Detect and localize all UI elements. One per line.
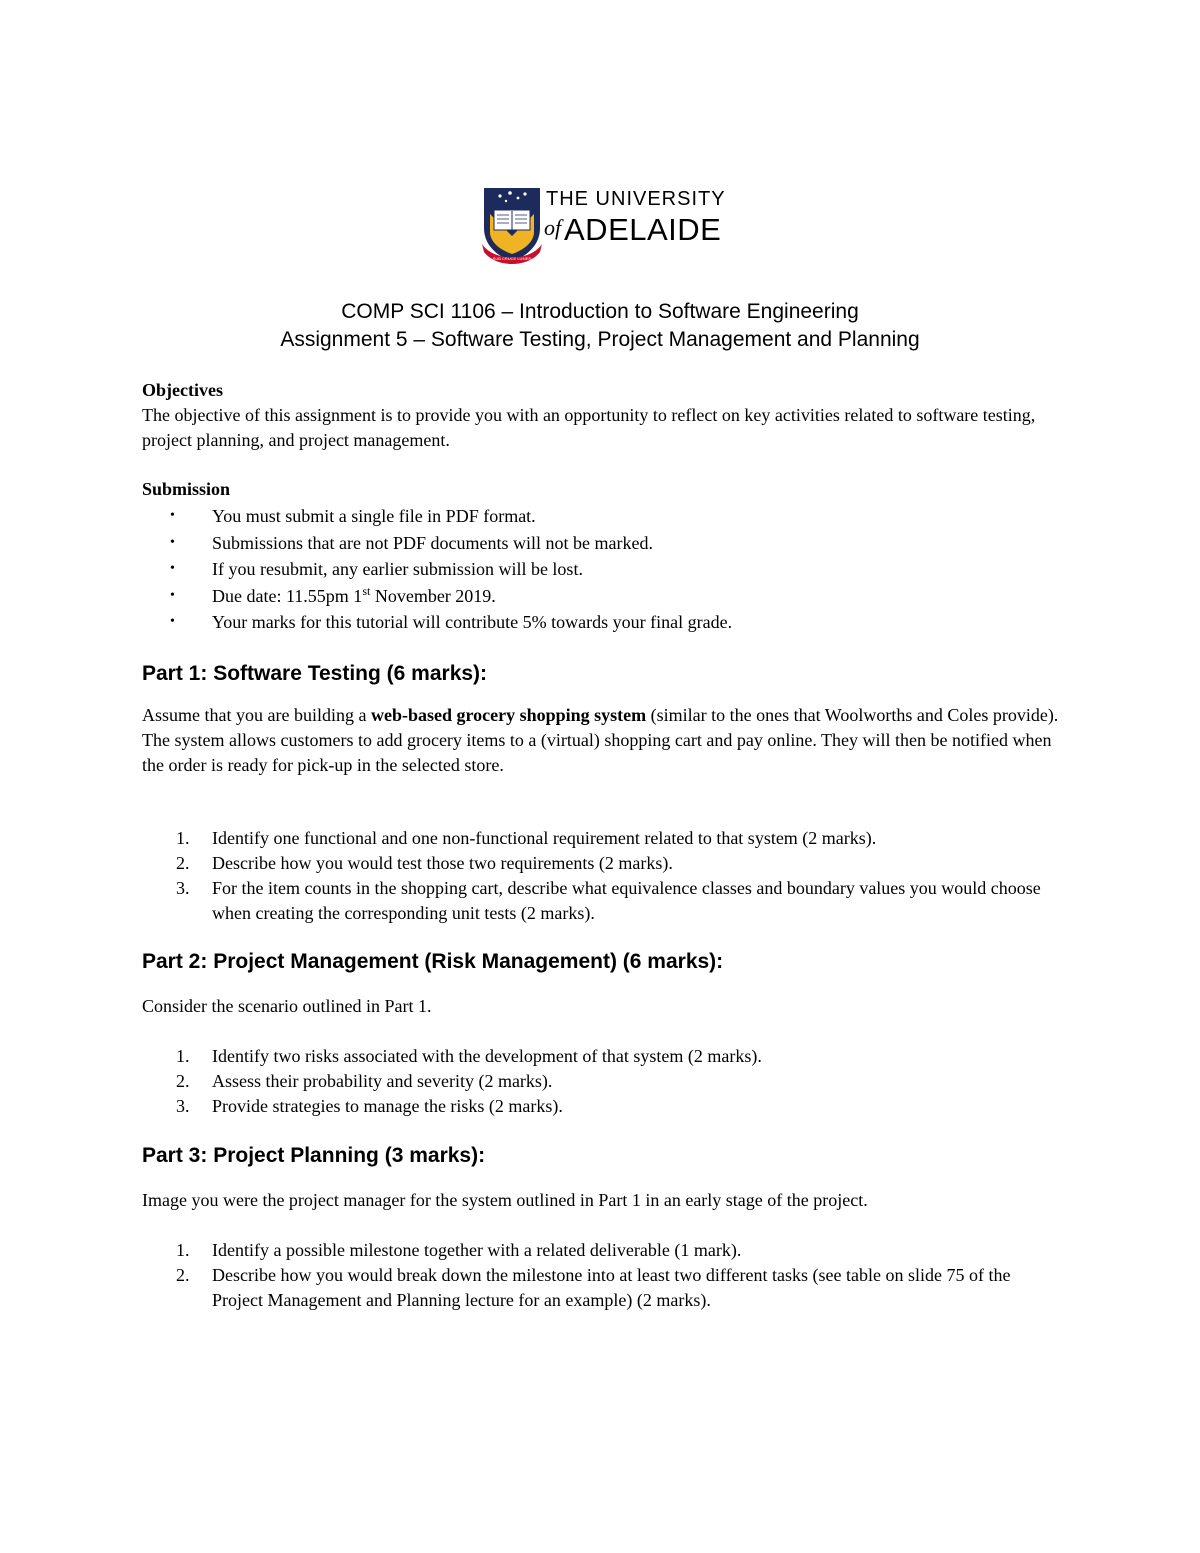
part1-list [142,826,1062,926]
part2-list [142,1044,1062,1119]
objectives-text: The objective of this assignment is to provide you with an opportunity to reflect on key activities related to software testing, project planning, and project management. [142,405,1036,450]
logo-motto: SUB CRUCE LUMEN [492,256,532,261]
submission-list [142,503,1062,636]
logo-of: of [544,215,562,240]
list-number: 2. [176,853,190,873]
part1-intro-pre: Assume that you are building a [142,705,371,725]
list-number: 1. [176,1046,190,1066]
due-date-text: Due date: 11.55pm 1 [212,585,363,606]
list-item [142,826,1062,851]
list-item-text: Provide strategies to manage the risks (2 marks). [212,1096,563,1116]
list-item-text: Identify one functional and one non-functional requirement related to that system (2 marks). [212,828,877,848]
list-item [142,876,1062,926]
part1-intro-post: (similar to the ones that Woolworths and Coles provide). The system allows customers to add grocery items to a (virtual) shopping cart and pay online. They will then be notified when the order is ready for pick-up in the selected store. [142,705,1059,775]
list-item [142,1094,1062,1119]
logo-wordmark [542,186,724,248]
part3-heading: Part 3: Project Planning (3 marks): [142,1144,486,1167]
list-item-text: Your marks for this tutorial will contribute 5% towards your final grade. [212,612,733,632]
list-number: 2. [176,1265,190,1285]
list-item [142,1069,1062,1094]
list-item [142,503,1062,530]
submission-label: Submission [142,479,231,499]
list-item [142,583,1062,610]
list-number: 3. [176,1096,190,1116]
part1-intro-bold: web-based grocery shopping system [370,705,647,725]
list-item-text: Identify a possible milestone together with a related deliverable (1 mark). [212,1240,742,1260]
logo-line2: ADELAIDE [564,212,722,247]
list-number: 3. [176,878,190,898]
list-item-text: Describe how you would test those two requirements (2 marks). [212,853,673,873]
list-number: 2. [176,1071,190,1091]
bullet-icon: • [170,587,175,603]
bullet-icon: • [170,534,175,550]
list-item-text: Assess their probability and severity (2 marks). [212,1071,553,1091]
due-date-superscript: st [362,583,371,598]
list-item [142,1044,1062,1069]
part3-intro: Image you were the project manager for the system outlined in Part 1 in an early stage of the project. [142,1190,868,1210]
logo-line1: THE UNIVERSITY [546,188,726,210]
part1-heading: Part 1: Software Testing (6 marks): [142,662,488,685]
list-item [142,1263,1062,1313]
part3-list [142,1238,1062,1313]
university-crest-icon [480,184,544,270]
list-number: 1. [176,828,190,848]
list-number: 1. [176,1240,190,1260]
bullet-icon: • [170,508,175,523]
bullet-icon: • [170,614,175,629]
list-item [142,1238,1062,1263]
list-item-text: Identify two risks associated with the development of that system (2 marks). [212,1046,762,1066]
list-item-text: For the item counts in the shopping cart, describe what equivalence classes and boundary values you would choose when creating the corresponding unit tests (2 marks). [212,878,1041,923]
list-item-text: You must submit a single file in PDF format. [212,506,536,526]
list-item [142,609,1062,636]
list-item-text: If you resubmit, any earlier submission will be lost. [212,559,583,579]
part2-intro: Consider the scenario outlined in Part 1. [142,996,432,1016]
university-logo [480,184,724,270]
part1-intro [142,703,1062,778]
list-item-text: Submissions that are not PDF documents will not be marked. [212,532,653,553]
list-item [142,556,1062,583]
list-item [142,851,1062,876]
bullet-icon: • [170,561,175,576]
list-item [142,530,1062,557]
list-item-text: Describe how you would break down the milestone into at least two different tasks (see table on slide 75 of the Project Management and Planning lecture for an example) (2 marks). [212,1265,1011,1310]
objectives-label: Objectives [142,380,223,400]
assignment-title: Assignment 5 – Software Testing, Project Management and Planning [280,328,920,351]
part2-heading: Part 2: Project Management (Risk Management) (6 marks): [142,950,724,973]
course-title: COMP SCI 1106 – Introduction to Software Engineering [341,300,859,323]
due-date-tail: November 2019. [370,585,496,606]
